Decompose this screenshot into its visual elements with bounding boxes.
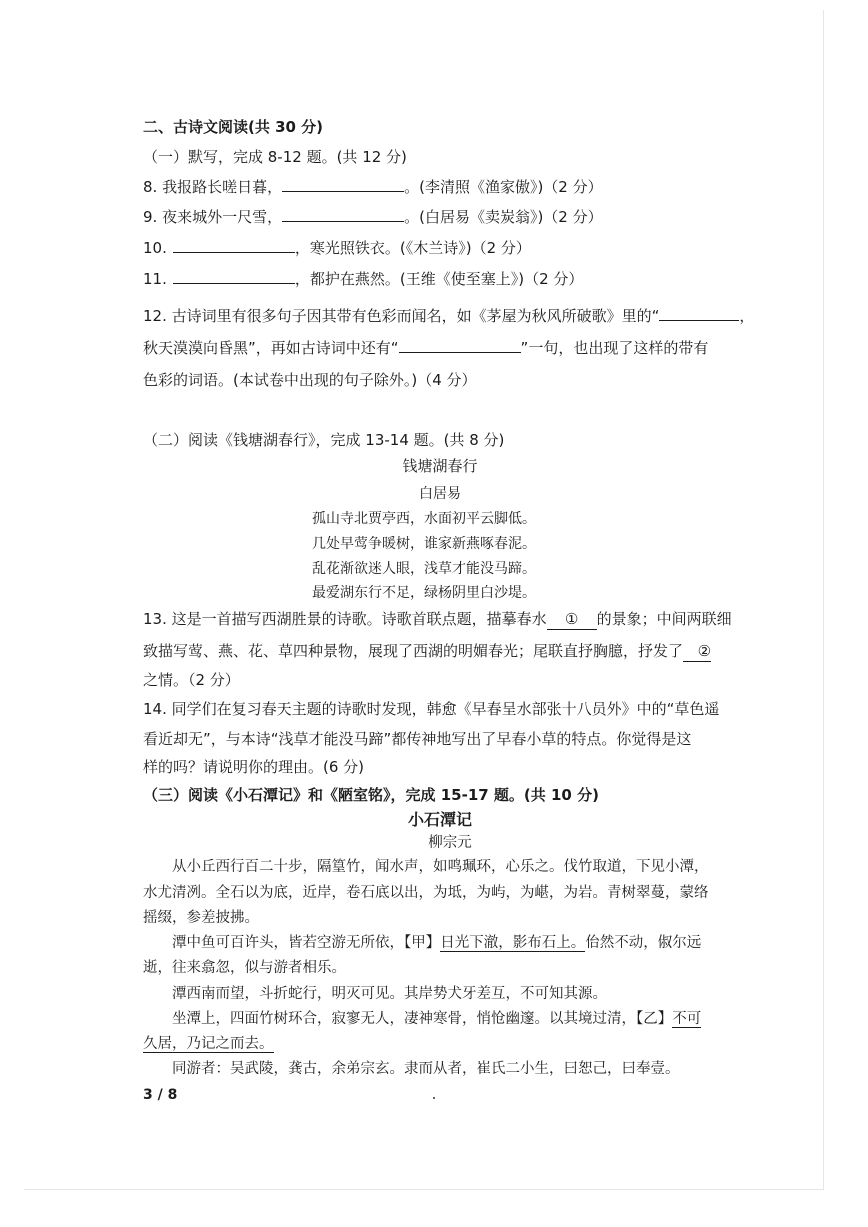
poem-line-4: 最爱湖东行不足，绿杨阴里白沙堤。 [312, 585, 536, 601]
q13-blank2[interactable]: ② [683, 641, 711, 662]
essay-p4-line2 [143, 1034, 274, 1054]
part3-title: （三）阅读《小石潭记》和《陋室铭》，完成 15-17 题。(共 10 分) [143, 786, 599, 804]
q8-pre: 8. 我报路长嗟日暮， [143, 178, 283, 196]
essay-author: 柳宗元 [428, 835, 472, 851]
question-9 [143, 207, 603, 227]
q8-answer-blank[interactable] [282, 177, 404, 192]
q13-l1-post: 的景象；中间两联细 [596, 610, 732, 628]
q12-l1-post: ， [739, 307, 755, 325]
q12-l2-pre: 秋天漠漠向昏黑”，再如古诗词中还有“ [143, 339, 399, 357]
q9-post: 。(白居易《卖炭翁》)（2 分） [404, 208, 603, 226]
essay-p4-line1 [172, 1009, 701, 1029]
essay-p1-line2: 水尤清冽。全石以为底，近岸，卷石底以出，为坻，为屿，为嵁，为岩。青树翠蔓，蒙络 [143, 885, 709, 901]
essay-p5-line1: 同游者：吴武陵，龚古，余弟宗玄。隶而从者，崔氏二小生，曰恕己，曰奉壹。 [172, 1061, 680, 1077]
question-8 [143, 177, 603, 197]
question-13-line3: 之情。（2 分） [143, 671, 240, 689]
q11-pre: 11. [143, 270, 167, 288]
essay-p4-pre: 坐潭上，四面竹树环合，寂寥无人，凄神寒骨，悄怆幽邃。以其境过清，【乙】 [172, 1011, 673, 1027]
q12-blank1[interactable] [659, 306, 739, 321]
essay-p2-line1 [172, 933, 701, 953]
q10-pre: 10. [143, 239, 167, 257]
question-11 [143, 269, 583, 289]
q10-answer-blank[interactable] [173, 238, 295, 253]
q9-pre: 9. 夜来城外一尺雪， [143, 208, 283, 226]
q11-answer-blank[interactable] [173, 269, 295, 284]
question-12-line3: 色彩的词语。(本试卷中出现的句子除外。)（4 分） [143, 371, 477, 389]
q12-l1-pre: 12. 古诗词里有很多句子因其带有色彩而闻名，如《茅屋为秋风所破歌》里的“ [143, 307, 660, 325]
q10-post: ，寒光照铁衣。(《木兰诗》)（2 分） [294, 239, 531, 257]
essay-jia-underlined: 日光下澈，影布石上。 [440, 935, 586, 951]
question-12-line1 [143, 306, 754, 326]
essay-p2-post: 佁然不动，俶尔远 [585, 935, 702, 951]
poem-line-1: 孤山寺北贾亭西，水面初平云脚低。 [312, 511, 536, 527]
section-title: 二、古诗文阅读(共 30 分) [143, 118, 324, 136]
essay-p3-line1: 潭西南而望，斗折蛇行，明灭可见。其岸势犬牙差互，不可知其源。 [172, 986, 607, 1002]
essay-p2-pre: 潭中鱼可百许头，皆若空游无所依，【甲】 [172, 935, 441, 951]
question-14-line3: 样的吗？请说明你的理由。(6 分) [143, 758, 365, 776]
essay-p2-line2: 逝，往来翕忽，似与游者相乐。 [143, 960, 346, 976]
q9-answer-blank[interactable] [282, 207, 404, 222]
question-13-line2 [143, 641, 711, 662]
scan-speck [433, 1097, 435, 1099]
q12-blank2[interactable] [399, 338, 521, 353]
poem-title: 钱塘湖春行 [402, 457, 478, 475]
poem-line-2: 几处早莺争暖树，谁家新燕啄春泥。 [312, 536, 536, 552]
part2-title: （二）阅读《钱塘湖春行》，完成 13-14 题。(共 8 分) [143, 431, 505, 449]
q13-l2-pre: 致描写莺、燕、花、草四种景物，展现了西湖的明媚春光；尾联直抒胸臆，抒发了 [143, 642, 684, 660]
essay-p1-line1: 从小丘西行百二十步，隔篁竹，闻水声，如鸣珮环，心乐之。伐竹取道，下见小潭， [172, 859, 709, 875]
essay-p1-line3: 摇缀，参差披拂。 [143, 910, 259, 926]
question-14-line1: 14. 同学们在复习春天主题的诗歌时发现，韩愈《早春呈水部张十八员外》中的“草色遥 [143, 700, 720, 718]
essay-title: 小石潭记 [407, 810, 472, 829]
poem-line-3: 乱花渐欲迷人眼，浅草才能没马蹄。 [312, 561, 536, 577]
question-14-line2: 看近却无”，与本诗“浅草才能没马蹄”都传神地写出了早春小草的特点。你觉得是这 [143, 730, 692, 748]
question-12-line2 [143, 338, 708, 358]
q8-post: 。(李清照《渔家傲》)（2 分） [404, 178, 603, 196]
part1-title: （一）默写，完成 8-12 题。(共 12 分) [143, 148, 407, 166]
question-13-line1 [143, 609, 732, 630]
q13-blank1[interactable]: ① [547, 609, 597, 630]
q11-post: ，都护在燕然。(王维《使至塞上》)（2 分） [294, 270, 584, 288]
q13-l1-pre: 13. 这是一首描写西湖胜景的诗歌。诗歌首联点题，描摹春水 [143, 610, 547, 628]
question-10 [143, 238, 531, 258]
essay-yi-underlined-2: 久居，乃记之而去。 [143, 1036, 274, 1052]
page-number: 3 / 8 [143, 1087, 178, 1103]
poem-author: 白居易 [419, 486, 461, 502]
essay-yi-underlined-1: 不可 [672, 1011, 702, 1027]
q12-l2-post: ”一句，也出现了这样的带有 [520, 339, 709, 357]
